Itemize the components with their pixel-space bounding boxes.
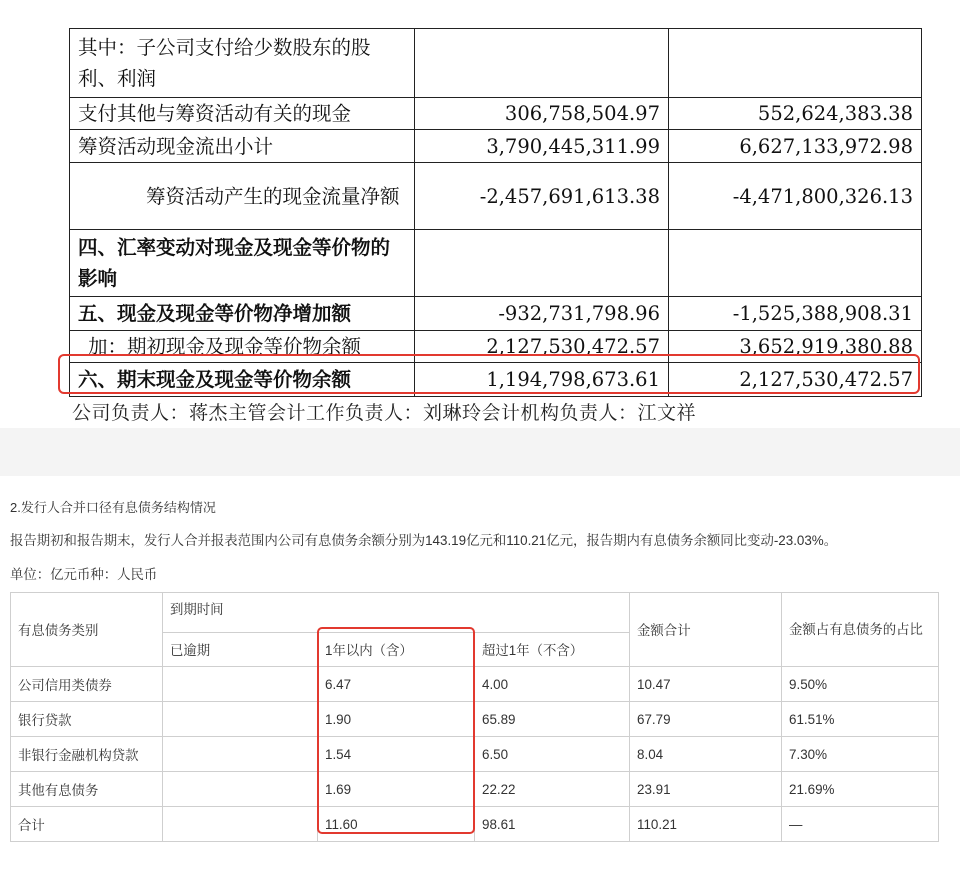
cell-within-1y: 1.90	[318, 702, 475, 737]
cell-total: 67.79	[630, 702, 782, 737]
cell-within-1y: 11.60	[318, 807, 475, 842]
header-maturity: 到期时间	[163, 593, 630, 633]
header-over-1y: 超过1年（不含）	[475, 633, 630, 667]
current-period-value: 3,790,445,311.99	[415, 130, 669, 163]
summary-text: 报告期初和报告期末，发行人合并报表范围内公司有息债务余额分别为143.19亿元和110.21亿元，报告期内有息债务余额同比变动-23.03%。	[10, 533, 838, 548]
cell-total: 10.47	[630, 667, 782, 702]
prior-period-value	[669, 230, 922, 297]
row-label: 加：期初现金及现金等价物余额	[70, 331, 415, 363]
cell-over-1y: 6.50	[475, 737, 630, 772]
ending-balance-highlight-box	[58, 354, 920, 394]
prior-period-value	[669, 29, 922, 98]
cell-total: 110.21	[630, 807, 782, 842]
cell-over-1y: 22.22	[475, 772, 630, 807]
cell-over-1y: 65.89	[475, 702, 630, 737]
current-period-value	[415, 29, 669, 98]
prior-period-value: 2,127,530,472.57	[669, 363, 922, 397]
cell-category: 其他有息债务	[11, 772, 163, 807]
current-period-value: 1,194,798,673.61	[415, 363, 669, 397]
table-row	[70, 297, 922, 331]
row-label: 筹资活动产生的现金流量净额	[70, 163, 415, 230]
header-ratio: 金额占有息债务的占比	[782, 593, 939, 667]
section-title: 2.发行人合并口径有息债务结构情况	[10, 500, 216, 515]
cell-within-1y: 6.47	[318, 667, 475, 702]
signature-line: 公司负责人：蒋杰主管会计工作负责人：刘琳玲会计机构负责人：江文祥	[72, 402, 697, 424]
cell-over-1y: 98.61	[475, 807, 630, 842]
prior-period-value: -1,525,388,908.31	[669, 297, 922, 331]
row-label: 六、期末现金及现金等价物余额	[70, 363, 415, 397]
cell-ratio: 9.50%	[782, 667, 939, 702]
section-divider	[0, 428, 960, 476]
table-row	[70, 230, 922, 297]
header-overdue: 已逾期	[163, 633, 318, 667]
cell-over-1y: 4.00	[475, 667, 630, 702]
row-label: 其中：子公司支付给少数股东的股利、利润	[70, 29, 415, 98]
table-row	[70, 163, 922, 230]
prior-period-value: 552,624,383.38	[669, 98, 922, 130]
table-row	[70, 130, 922, 163]
header-total: 金额合计	[630, 593, 782, 667]
within-1y-highlight-box	[317, 627, 475, 834]
table-row	[70, 98, 922, 130]
prior-period-value: -4,471,800,326.13	[669, 163, 922, 230]
cell-category: 银行贷款	[11, 702, 163, 737]
cell-total: 8.04	[630, 737, 782, 772]
row-label: 筹资活动现金流出小计	[70, 130, 415, 163]
cell-total: 23.91	[630, 772, 782, 807]
header-within-1y: 1年以内（含）	[318, 633, 475, 667]
cell-overdue	[163, 737, 318, 772]
cell-category: 合计	[11, 807, 163, 842]
header-category: 有息债务类别	[11, 593, 163, 667]
current-period-value	[415, 230, 669, 297]
cash-flow-table	[69, 28, 922, 397]
row-label: 支付其他与筹资活动有关的现金	[70, 98, 415, 130]
prior-period-value: 3,652,919,380.88	[669, 331, 922, 363]
current-period-value: 2,127,530,472.57	[415, 331, 669, 363]
unit-label: 单位：亿元币种：人民币	[10, 567, 158, 582]
current-period-value: -932,731,798.96	[415, 297, 669, 331]
cell-category: 公司信用类债券	[11, 667, 163, 702]
cell-within-1y: 1.54	[318, 737, 475, 772]
cell-within-1y: 1.69	[318, 772, 475, 807]
cell-category: 非银行金融机构贷款	[11, 737, 163, 772]
cell-overdue	[163, 772, 318, 807]
cell-ratio: —	[782, 807, 939, 842]
cell-overdue	[163, 807, 318, 842]
table-row	[70, 29, 922, 98]
cell-ratio: 7.30%	[782, 737, 939, 772]
prior-period-value: 6,627,133,972.98	[669, 130, 922, 163]
cell-overdue	[163, 667, 318, 702]
cell-overdue	[163, 702, 318, 737]
current-period-value: -2,457,691,613.38	[415, 163, 669, 230]
current-period-value: 306,758,504.97	[415, 98, 669, 130]
row-label: 四、汇率变动对现金及现金等价物的影响	[70, 230, 415, 297]
table-header-row	[11, 593, 939, 633]
cell-ratio: 61.51%	[782, 702, 939, 737]
row-label: 五、现金及现金等价物净增加额	[70, 297, 415, 331]
cell-ratio: 21.69%	[782, 772, 939, 807]
